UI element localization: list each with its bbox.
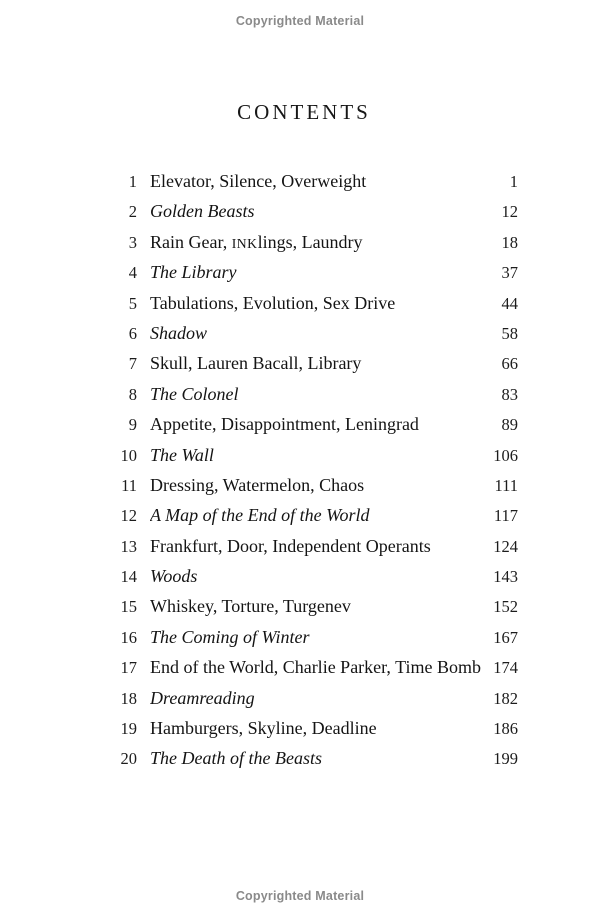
- chapter-title: The Library: [150, 262, 237, 283]
- toc-row: [90, 743, 518, 773]
- chapter-title: A Map of the End of the World: [150, 505, 370, 526]
- page-title: CONTENTS: [237, 100, 371, 124]
- chapter-title: The Colonel: [150, 383, 239, 404]
- chapter-title: End of the World, Charlie Parker, Time Bomb: [150, 657, 481, 678]
- chapter-title: Hamburgers, Skyline, Deadline: [150, 718, 377, 739]
- chapter-page-number: 12: [501, 202, 518, 222]
- chapter-number: 2: [128, 202, 137, 222]
- chapter-title: Skull, Lauren Bacall, Library: [150, 353, 362, 374]
- toc-row: [90, 288, 518, 318]
- chapter-number: 15: [120, 597, 137, 617]
- toc-row: [90, 713, 518, 743]
- chapter-page-number: 37: [501, 263, 518, 283]
- chapter-number: 8: [128, 384, 137, 404]
- toc-row: [90, 440, 518, 470]
- chapter-number: 10: [120, 445, 137, 465]
- chapter-number: 11: [121, 475, 137, 495]
- toc-row: [90, 348, 518, 378]
- chapter-page-number: 106: [493, 445, 518, 465]
- chapter-page-number: 182: [493, 688, 518, 708]
- chapter-number: 9: [128, 415, 137, 435]
- chapter-page-number: 124: [493, 536, 518, 556]
- chapter-page-number: 44: [501, 293, 518, 313]
- chapter-page-number: 89: [501, 415, 518, 435]
- toc-row: [90, 166, 518, 196]
- chapter-page-number: 117: [493, 506, 518, 526]
- chapter-page-number: 152: [493, 597, 518, 617]
- chapter-page-number: 18: [501, 232, 518, 252]
- toc-row: [90, 227, 518, 257]
- toc-row: [90, 196, 518, 226]
- toc-row: [90, 257, 518, 287]
- chapter-number: 12: [120, 506, 137, 526]
- chapter-number: 19: [120, 719, 137, 739]
- toc-row: [90, 500, 518, 530]
- chapter-title: Elevator, Silence, Overweight: [150, 171, 367, 191]
- chapter-page-number: 66: [501, 354, 518, 374]
- copyright-banner-top: Copyrighted Material: [235, 14, 365, 28]
- chapter-page-number: 58: [501, 323, 518, 343]
- toc-list: [90, 166, 518, 774]
- chapter-number: 20: [120, 749, 137, 769]
- chapter-title: Tabulations, Evolution, Sex Drive: [150, 292, 396, 313]
- toc-row: [90, 409, 518, 439]
- chapter-number: 13: [120, 536, 137, 556]
- chapter-page-number: 143: [493, 567, 518, 587]
- chapter-page-number: 111: [494, 475, 518, 495]
- chapter-number: 16: [120, 627, 137, 647]
- chapter-number: 7: [128, 354, 137, 374]
- copyright-banner-bottom: Copyrighted Material: [235, 889, 365, 903]
- chapter-page-number: 1: [509, 172, 518, 191]
- chapter-page-number: 186: [493, 719, 518, 739]
- chapter-title: The Death of the Beasts: [150, 748, 322, 769]
- chapter-page-number: 83: [501, 384, 518, 404]
- chapter-number: 14: [120, 567, 137, 587]
- toc-row: [90, 470, 518, 500]
- chapter-title: The Coming of Winter: [150, 626, 310, 647]
- chapter-title: The Wall: [150, 444, 214, 465]
- toc-row: [90, 683, 518, 713]
- chapter-title: Shadow: [150, 322, 208, 343]
- chapter-page-number: 174: [493, 658, 518, 678]
- chapter-title: Whiskey, Torture, Turgenev: [150, 596, 351, 617]
- chapter-title: Woods: [150, 566, 198, 587]
- chapter-title: Golden Beasts: [150, 201, 255, 222]
- smallcaps-text: INK: [231, 235, 258, 251]
- chapter-number: 17: [120, 658, 137, 678]
- chapter-number: 4: [128, 263, 137, 283]
- chapter-title: Rain Gear, INKlings, Laundry: [150, 231, 363, 252]
- chapter-title: Appetite, Disappointment, Leningrad: [150, 414, 419, 435]
- chapter-page-number: 199: [493, 749, 518, 769]
- chapter-title: Dressing, Watermelon, Chaos: [150, 474, 365, 495]
- toc-row: [90, 531, 518, 561]
- chapter-title: Frankfurt, Door, Independent Operants: [150, 535, 431, 556]
- toc-row: [90, 622, 518, 652]
- toc-row: [90, 561, 518, 591]
- chapter-title: Dreamreading: [150, 687, 255, 708]
- toc-row: [90, 652, 518, 682]
- chapter-number: 18: [120, 688, 137, 708]
- chapter-number: 5: [128, 293, 137, 313]
- chapter-number: 6: [128, 323, 137, 343]
- toc-row: [90, 591, 518, 621]
- toc-row: [90, 318, 518, 348]
- toc-row: [90, 379, 518, 409]
- chapter-page-number: 167: [493, 627, 518, 647]
- chapter-number: 1: [128, 172, 137, 191]
- chapter-number: 3: [128, 232, 137, 252]
